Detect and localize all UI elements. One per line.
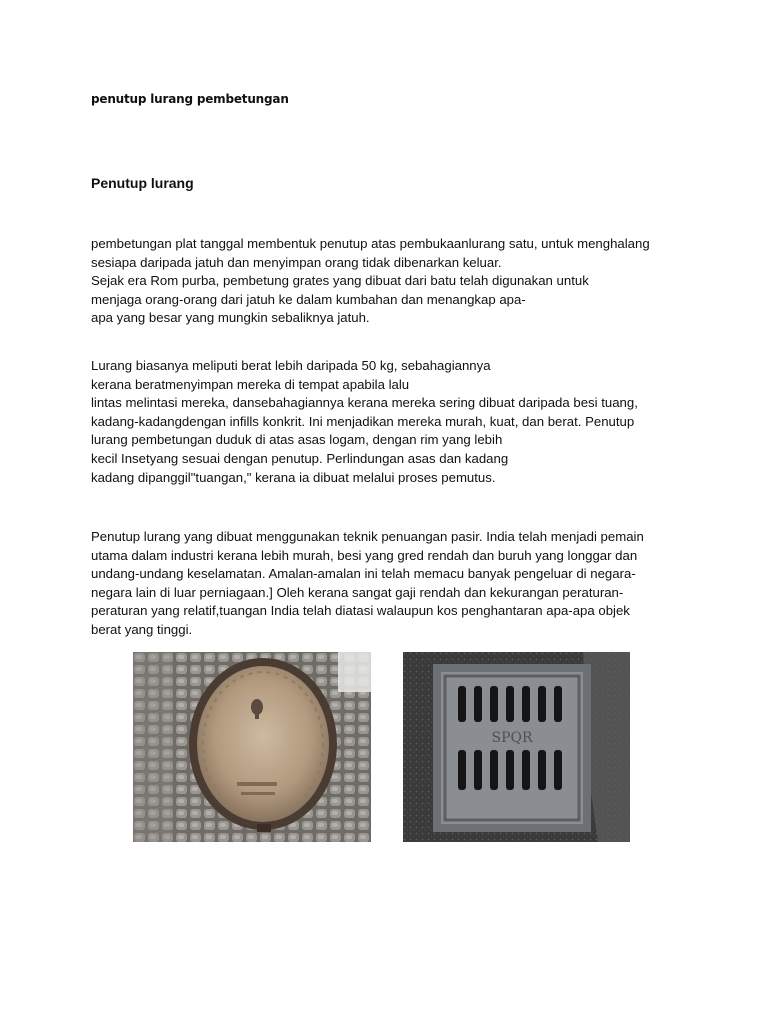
oval-manhole-cover-photo	[133, 652, 371, 842]
paragraph-line: sesiapa daripada jatuh dan menyimpan orang tidak dibenarkan keluar.	[91, 254, 502, 270]
paragraph-line: kecil Insetyang sesuai dengan penutup. Perlindungan asas dan kadang	[91, 450, 509, 466]
paragraph-line: negara lain di luar perniagaan.] Oleh kerana sangat gaji rendah dan kekurangan peraturan-	[91, 584, 624, 600]
square-drain-grate-photo	[403, 652, 630, 842]
oval-manhole-cover-photo-graphic	[133, 652, 371, 842]
paragraph-line: kerana beratmenyimpan mereka di tempat apabila lalu	[91, 376, 410, 392]
paragraph-1	[91, 235, 691, 328]
paragraph-line: peraturan yang relatif,tuangan India telah diatasi walaupun kos penghantaran apa-apa objek	[91, 603, 630, 619]
paragraph-line: kadang dipanggil"tuangan," kerana ia dibuat melalui proses pemutus.	[91, 469, 496, 485]
paragraph-line: apa yang besar yang mungkin sebaliknya jatuh.	[91, 310, 370, 326]
paragraph-line: Penutup lurang yang dibuat menggunakan teknik penuangan pasir. India telah menjadi pemain	[91, 529, 644, 544]
paragraph-line: undang-undang keselamatan. Amalan-amalan ini telah memacu banyak pengeluar di negara-	[91, 566, 636, 582]
document-title: penutup lurang pembetungan	[91, 92, 289, 106]
paragraph-line: kadang-kadangdengan infills konkrit. Ini menjadikan mereka murah, kuat, dan berat. Penutup	[91, 413, 635, 429]
paragraph-line: berat yang tinggi.	[91, 621, 193, 637]
paragraph-3	[91, 528, 691, 640]
paragraph-line: Sejak era Rom purba, pembetung grates yang dibuat dari batu telah digunakan untuk	[91, 273, 589, 289]
section-heading: Penutup lurang	[91, 175, 194, 191]
grate-lettering: SPQR	[491, 730, 533, 746]
paragraph-line: utama dalam industri kerana lebih murah, besi yang gred rendah dan buruh yang longgar dan	[91, 547, 638, 563]
paragraph-line: lurang pembetungan duduk di atas asas logam, dengan rim yang lebih	[91, 432, 503, 448]
paragraph-line: pembetungan plat tanggal membentuk penutup atas pembukaanlurang satu, untuk menghalang	[91, 236, 650, 251]
square-drain-grate-photo-graphic	[403, 652, 630, 842]
paragraph-line: menjaga orang-orang dari jatuh ke dalam kumbahan dan menangkap apa-	[91, 291, 526, 307]
paragraph-2	[91, 357, 691, 487]
paragraph-line: lintas melintasi mereka, dansebahagiannya kerana mereka sering dibuat daripada besi tuang,	[91, 395, 638, 411]
paragraph-line: Lurang biasanya meliputi berat lebih daripada 50 kg, sebahagiannya	[91, 358, 491, 373]
